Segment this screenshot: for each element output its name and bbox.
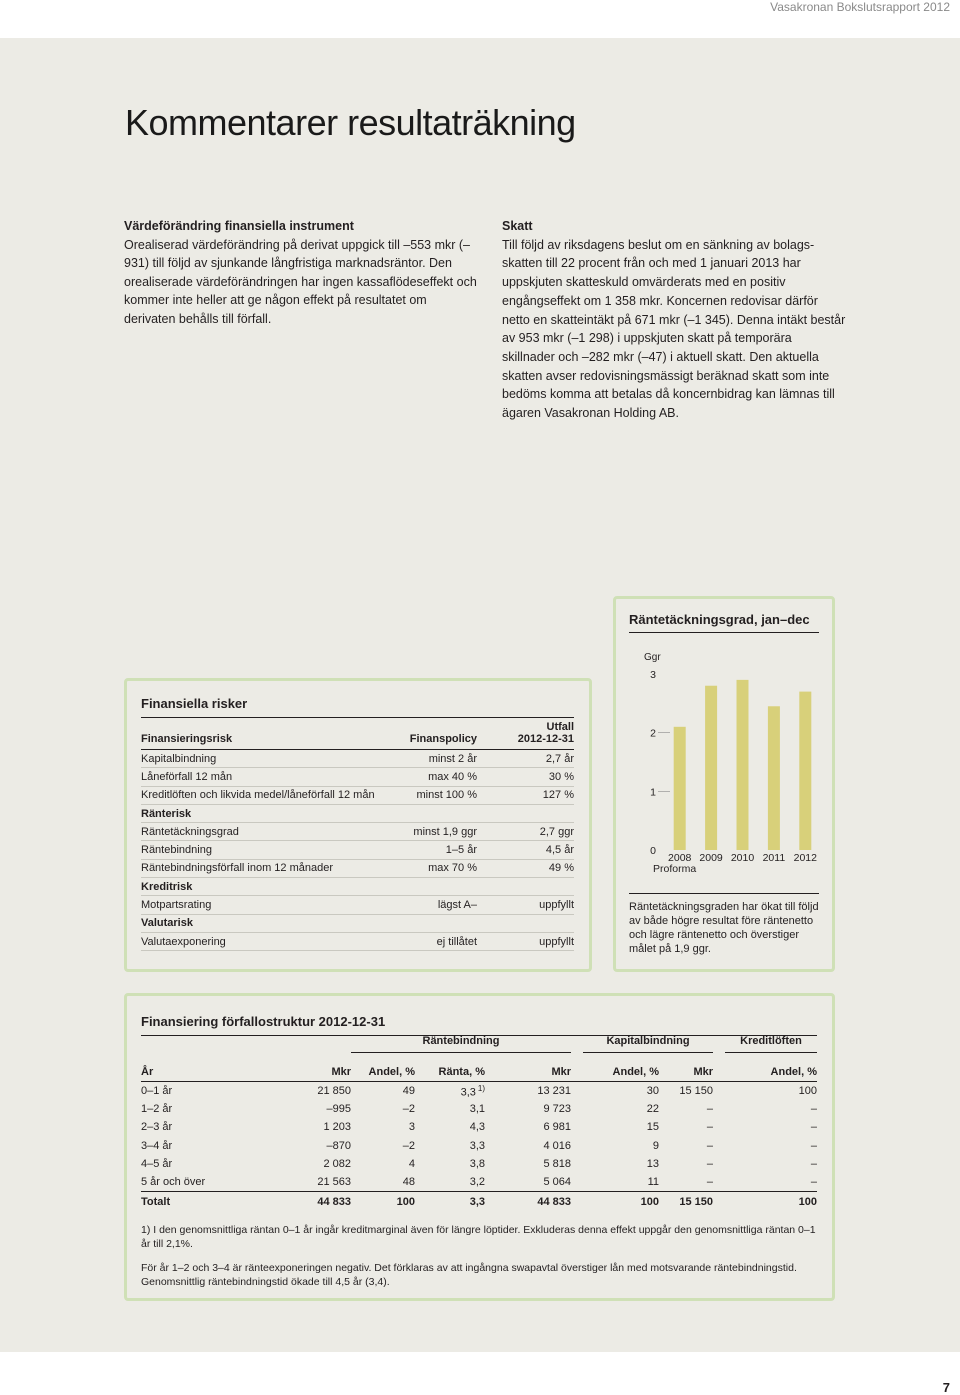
cell-kl-share: – — [810, 1103, 817, 1116]
cell-kl-share: – — [810, 1139, 817, 1152]
risk-cell-outcome: 49 % — [477, 859, 574, 877]
cell-year: 2–3 år — [141, 1121, 173, 1134]
cell-kb-mkr: 6 981 — [543, 1121, 571, 1134]
cell-kb-share: 30 — [646, 1085, 659, 1098]
risk-cell-policy: 1–5 år — [391, 841, 477, 859]
cell-rb-rate: 3,3 — [415, 1192, 485, 1213]
table-row — [141, 1173, 817, 1192]
col-share: Andel, % — [725, 1053, 817, 1082]
cell-kl-mkr: 15 150 — [659, 1192, 713, 1213]
risk-cell-label: Kreditrisk — [141, 878, 391, 896]
financial-risks-panel — [124, 678, 592, 972]
cell-kb-mkr: 5 818 — [543, 1157, 571, 1170]
risk-cell-label: Valutaexponering — [141, 932, 391, 950]
cell-kl-mkr: – — [659, 1173, 713, 1192]
cell-kb-mkr: 13 231 — [537, 1085, 571, 1098]
cell-year: 3–4 år — [141, 1139, 173, 1152]
risk-cell-label: Valutarisk — [141, 914, 391, 932]
col-share: Andel, % — [351, 1053, 415, 1082]
risk-row — [141, 750, 574, 768]
footnote-1: 1) I den genomsnittliga räntan 0–1 år ingår kreditmarginal även för längre löptider. Exkluderas denna effekt uppgår den genomsnittliga räntan 0–1 år till 2,1%. — [141, 1224, 816, 1250]
table-row — [141, 1137, 817, 1155]
risk-row — [141, 878, 574, 896]
risk-row — [141, 804, 574, 822]
cell-kb-mkr: 4 016 — [543, 1139, 571, 1152]
cell-rb-share: 3 — [408, 1121, 415, 1134]
risk-cell-label: Räntebindning — [141, 841, 391, 859]
cell-rb-mkr: 44 833 — [261, 1192, 351, 1213]
cell-kb-mkr: 44 833 — [485, 1192, 571, 1213]
cell-rb-mkr: 21 850 — [317, 1085, 351, 1098]
section-value-change — [124, 217, 480, 328]
col-mkr: Mkr — [261, 1053, 351, 1082]
section-heading: Skatt — [502, 219, 533, 233]
cell-rb-share: 48 — [351, 1173, 415, 1192]
y-tick-label: 2 — [650, 727, 656, 740]
cell-kb-mkr: 9 723 — [543, 1103, 571, 1116]
cell-kb-share: 22 — [646, 1103, 659, 1116]
risk-cell-outcome — [477, 804, 574, 822]
col-rate: Ränta, % — [415, 1053, 485, 1082]
cell-kl-mkr: 15 150 — [679, 1085, 713, 1098]
cell-year: 0–1 år — [141, 1085, 173, 1098]
cell-kb-share: 15 — [646, 1121, 659, 1134]
page-number: 7 — [942, 1380, 950, 1395]
group-capital-binding: Kapitalbindning — [583, 1030, 713, 1053]
bar-2011 — [768, 706, 780, 850]
y-tick-label: 0 — [650, 845, 656, 857]
cell-year: 4–5 år — [141, 1157, 173, 1170]
risk-cell-outcome: uppfyllt — [477, 932, 574, 950]
cell-rb-rate: 3,2 — [415, 1173, 485, 1192]
risk-cell-policy — [391, 914, 477, 932]
risk-cell-outcome: 4,5 år — [477, 841, 574, 859]
cell-rb-share: 49 — [402, 1085, 415, 1098]
cell-kl-share: 100 — [798, 1085, 817, 1098]
risk-cell-policy: lägst A– — [391, 896, 477, 914]
x-axis-sublabel: Proforma — [653, 863, 697, 875]
panel-title: Finansiella risker — [141, 696, 248, 711]
section-body: Till följd av riksdagens beslut om en sänkning av bolagsskatten till 22 procent från och med 1 januari 2013 har uppskjuten skatteskuld omvärderats med en positiv engångseffekt om 1 358 mkr. Koncernen redovisar därför netto en skatteintäkt på 671 mkr (–1 345). Denna intäkt består av 953 mkr (–1 298) i uppskjuten skatt på temporära skillnader och –282 mkr (–47) i aktuell skatt. Den aktuella skatten avser redovisningsmässigt beräknad skatt som inte bedöms komma att betalas då koncernbidrag kan lämnas till ägaren Vasakronan Holding AB. — [502, 237, 846, 421]
col-share: Andel, % — [583, 1053, 659, 1082]
col-outcome: Utfall 2012-12-31 — [477, 721, 574, 750]
risk-cell-outcome — [477, 914, 574, 932]
col-policy: Finanspolicy — [391, 721, 477, 750]
cell-kl-mkr: – — [706, 1139, 713, 1152]
risk-cell-label: Kapitalbindning — [141, 750, 391, 768]
cell-kb-mkr: 5 064 — [485, 1173, 571, 1192]
cell-kb-share: 13 — [646, 1157, 659, 1170]
table-row — [141, 1082, 817, 1101]
footnote-marker: 1) — [477, 1083, 485, 1093]
risk-cell-policy: max 40 % — [391, 768, 477, 786]
risk-row — [141, 914, 574, 932]
x-tick-label: 2008 — [668, 852, 692, 864]
risk-cell-policy — [391, 804, 477, 822]
risk-cell-policy: minst 2 år — [391, 750, 477, 768]
table-row — [141, 1100, 817, 1118]
cell-kl-mkr: – — [706, 1103, 713, 1116]
cell-rb-share: 100 — [351, 1192, 415, 1213]
risk-cell-label: Räntebindningsförfall inom 12 månader — [141, 859, 391, 877]
cell-kb-share: 9 — [652, 1139, 659, 1152]
cell-rb-share: –2 — [402, 1139, 415, 1152]
cell-rb-rate: 3,8 — [469, 1157, 485, 1170]
risk-cell-policy: minst 100 % — [391, 786, 477, 804]
risk-cell-policy — [391, 878, 477, 896]
risk-cell-policy: ej tillåtet — [391, 932, 477, 950]
bar-2008 — [674, 727, 686, 850]
risk-cell-outcome: 2,7 år — [477, 750, 574, 768]
group-interest-binding: Räntebindning — [351, 1030, 571, 1053]
risk-cell-outcome: 2,7 ggr — [477, 823, 574, 841]
cell-year: 5 år och över — [141, 1173, 261, 1192]
table-row — [141, 1118, 817, 1136]
risk-row — [141, 823, 574, 841]
cell-rb-rate: 3,3 $^{1)}$ — [460, 1083, 485, 1099]
maturity-table — [141, 1030, 817, 1212]
panel-title: Finansiering förfallostruktur 2012-12-31 — [141, 1014, 386, 1029]
chart-title: Räntetäckningsgrad, jan–dec — [629, 612, 810, 627]
risk-cell-label: Motpartsrating — [141, 896, 391, 914]
risks-table — [141, 721, 574, 951]
cell-kb-share: 11 — [583, 1173, 659, 1192]
section-heading: Värdeförändring finansiella instrument — [124, 219, 354, 233]
cell-kl-mkr: – — [706, 1157, 713, 1170]
group-credit-facilities: Kreditlöften — [725, 1030, 817, 1053]
risk-cell-label: Låneförfall 12 mån — [141, 768, 391, 786]
bar-2010 — [737, 680, 749, 850]
y-tick-label: 3 — [650, 669, 656, 681]
cell-kl-mkr: – — [706, 1121, 713, 1134]
col-risk: Finansieringsrisk — [141, 721, 391, 750]
cell-rb-mkr: 21 563 — [261, 1173, 351, 1192]
cell-rb-mkr: 2 082 — [323, 1157, 351, 1170]
x-tick-label: 2011 — [762, 852, 786, 864]
maturity-structure-panel — [124, 993, 835, 1301]
cell-rb-mkr: –995 — [326, 1103, 351, 1116]
bar-2009 — [705, 686, 717, 850]
col-mkr: Mkr — [659, 1053, 713, 1082]
x-tick-label: 2012 — [793, 852, 817, 864]
table-row — [141, 1155, 817, 1173]
cell-kl-share: – — [810, 1121, 817, 1134]
cell-rb-rate: 3,1 — [469, 1103, 485, 1116]
interest-coverage-panel — [613, 596, 835, 972]
cell-kl-share: 100 — [725, 1192, 817, 1213]
cell-year: 1–2 år — [141, 1103, 173, 1116]
x-tick-label: 2009 — [699, 852, 723, 864]
cell-rb-rate: 4,3 — [469, 1121, 485, 1134]
risk-cell-outcome: 30 % — [477, 768, 574, 786]
cell-kl-share: – — [810, 1157, 817, 1170]
risk-row — [141, 768, 574, 786]
cell-kl-share: – — [725, 1173, 817, 1192]
risk-cell-label: Kreditlöften och likvida medel/låneförfall 12 mån — [141, 786, 391, 804]
cell-year: Totalt — [141, 1192, 261, 1213]
chart-caption: Räntetäckningsgraden har ökat till följd av både högre resultat före räntenetto och lägre räntenetto och överstiger målet på 1,9 ggr. — [629, 901, 819, 955]
cell-rb-mkr: 1 203 — [323, 1121, 351, 1134]
report-header: Vasakronan Bokslutsrapport 2012 — [770, 0, 950, 14]
cell-rb-share: –2 — [402, 1103, 415, 1116]
risk-row — [141, 896, 574, 914]
cell-rb-share: 4 — [408, 1157, 415, 1170]
risk-cell-label: Räntetäckningsgrad — [141, 823, 391, 841]
risk-row — [141, 859, 574, 877]
interest-coverage-chart — [616, 645, 826, 885]
page-title: Kommentarer resultaträkning — [125, 102, 576, 143]
y-axis-unit: Ggr — [644, 652, 661, 663]
y-tick-label: 1 — [650, 786, 656, 799]
col-mkr: Mkr — [485, 1053, 571, 1082]
x-tick-label: 2010 — [730, 852, 755, 864]
risk-cell-policy: minst 1,9 ggr — [391, 823, 477, 841]
col-year: År — [141, 1053, 261, 1082]
risk-cell-outcome: uppfyllt — [477, 896, 574, 914]
footnote-2: För år 1–2 och 3–4 är ränteexponeringen negativ. Det förklaras av att ingångna swapavtal överstiger lån med motsvarande räntebindningstid. Genomsnittlig räntebindningstid ökade till 4,5 år (3,4). — [141, 1262, 797, 1288]
risk-cell-outcome: 127 % — [477, 786, 574, 804]
section-body: Orealiserad värdeförändring på derivat uppgick till –553 mkr (–931) till följd av sjunkande långfristiga marknadsräntor. Den orealiserade värdeförändringen har ingen kassaflödeseffekt och kommer inte heller att ge någon effekt på resultatet om derivaten behålls till förfall. — [124, 237, 477, 326]
risk-row — [141, 786, 574, 804]
total-row — [141, 1192, 817, 1213]
bar-2012 — [799, 692, 811, 850]
risk-cell-policy: max 70 % — [391, 859, 477, 877]
cell-rb-mkr: –870 — [326, 1139, 351, 1152]
risk-cell-outcome — [477, 878, 574, 896]
section-tax — [502, 217, 847, 423]
risk-row — [141, 841, 574, 859]
risk-row — [141, 932, 574, 950]
risk-cell-label: Ränterisk — [141, 804, 391, 822]
cell-rb-rate: 3,3 — [469, 1139, 485, 1152]
cell-kb-share: 100 — [583, 1192, 659, 1213]
table-notes — [141, 1223, 821, 1299]
